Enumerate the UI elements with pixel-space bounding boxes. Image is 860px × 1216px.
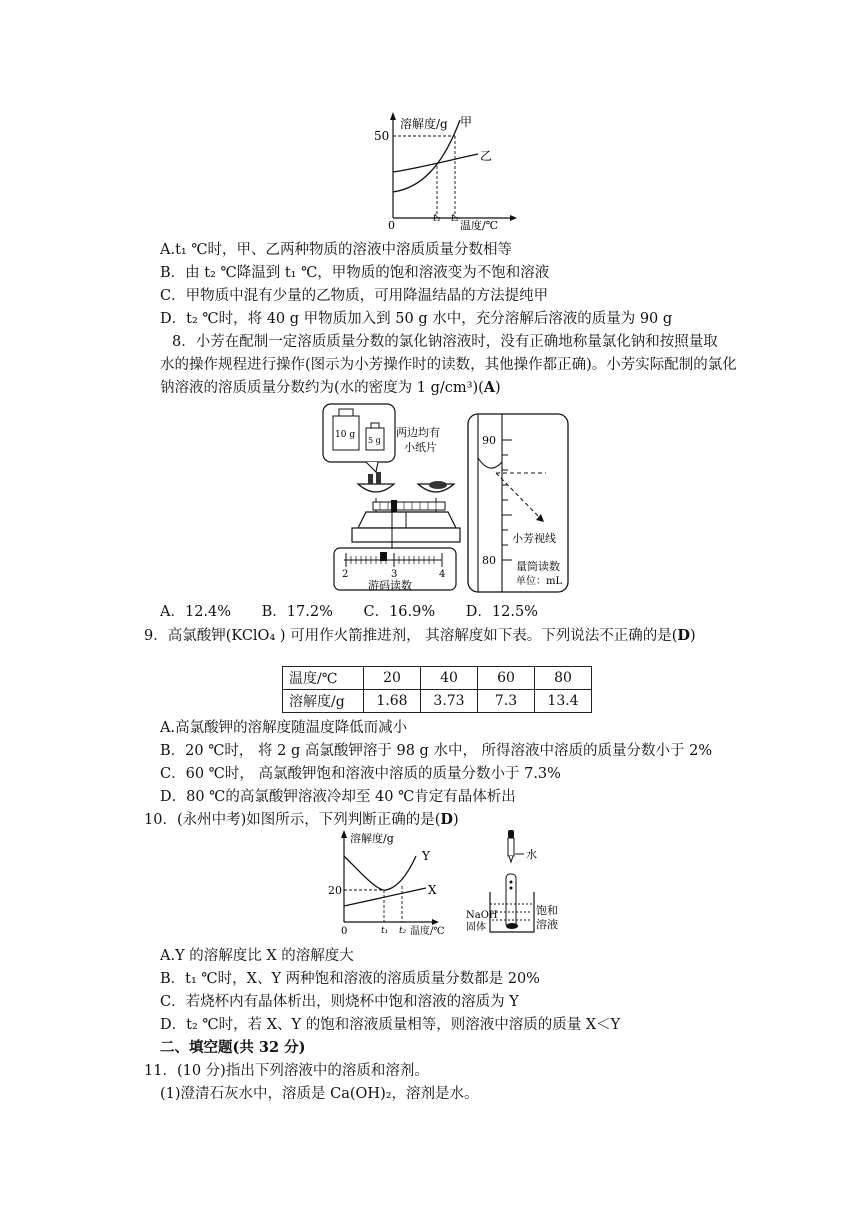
cylinder-80: 80	[482, 554, 496, 567]
rider-tick-2: 2	[342, 569, 349, 580]
balance-cylinder-figure	[318, 400, 574, 596]
q9-option-d: D．80 ℃的高氯酸钾溶液冷却至 40 ℃肯定有晶体析出	[160, 789, 516, 805]
q8-option-c: C．16.9%	[363, 604, 436, 620]
q10-stem-close: )	[453, 812, 459, 828]
q9-option-b: B．20 ℃时， 将 2 g 高氯酸钾溶于 98 g 水中， 所得溶液中溶质的质量分数小于 2%	[160, 743, 713, 759]
q10-stem-text: 10．(永州中考)如图所示，下列判断正确的是(	[144, 812, 441, 828]
q9-stem-text: 9．高氯酸钾(KClO₄ ) 可用作火箭推进剂， 其溶解度如下表。下列说法不正确的是(	[144, 628, 678, 644]
q8-stem-line2: 水的操作规程进行操作(图示为小芳操作时的读数，其他操作都正确)。小芳实际配制的氯化	[160, 357, 737, 373]
paper-note-1: 两边均有	[396, 426, 440, 439]
curve-yi	[393, 154, 478, 172]
section-title: 二、填空题(共 32 分)	[160, 1039, 306, 1056]
table-header-solubility: 溶解度/g	[283, 690, 364, 713]
chart2-t2: t₂	[399, 926, 407, 936]
chart1-ylabel: 溶解度/g	[400, 117, 448, 131]
q9-stem	[144, 626, 696, 646]
q8-option-a: A．12.4%	[160, 604, 232, 620]
table-cell: 1.68	[364, 690, 421, 713]
rider-tick-4: 4	[439, 569, 446, 580]
q7-option-d: D．t₂ ℃时，将 40 g 甲物质加入到 50 g 水中，充分溶解后溶液的质量为 90 g	[160, 311, 673, 327]
chart2-series-y: Y	[422, 849, 430, 863]
q8-stem-close: )	[495, 380, 501, 396]
table-cell: 3.73	[421, 690, 478, 713]
chart2-ylabel: 溶解度/g	[350, 832, 394, 845]
q9-option-a: A.高氯酸钾的溶解度随温度降低而减小	[160, 720, 408, 736]
q11-part1: (1)澄清石灰水中，溶质是 Ca(OH)₂，溶剂是水。	[160, 1086, 479, 1102]
table-cell: 20	[364, 667, 421, 690]
chart1-xlabel: 温度/℃	[460, 219, 499, 232]
water-label: 水	[526, 848, 537, 861]
chart2-series-x: X	[428, 883, 437, 897]
weight-10g: 10 g	[335, 430, 356, 440]
rider-tick-3: 3	[391, 569, 398, 580]
q7-option-b: B．由 t₂ ℃降温到 t₁ ℃，甲物质的饱和溶液变为不饱和溶液	[160, 265, 550, 281]
cylinder-label-1: 量筒读数	[516, 560, 560, 573]
weight-5g: 5 g	[368, 436, 381, 445]
solubility-chart-2	[322, 828, 572, 940]
solubility-chart-1	[360, 108, 530, 234]
q9-option-c: C．60 ℃时， 高氯酸钾饱和溶液中溶质的质量分数小于 7.3%	[160, 766, 561, 782]
saturated-label-1: 饱和	[536, 904, 558, 917]
q10-option-b: B．t₁ ℃时，X、Y 两种饱和溶液的溶质质量分数都是 20%	[160, 971, 540, 987]
q9-answer: D	[677, 627, 690, 644]
table-cell: 13.4	[535, 690, 592, 713]
q8-options	[160, 602, 564, 622]
chart1-series-jia: 甲	[460, 115, 473, 129]
q8-option-d: D．12.5%	[465, 604, 538, 620]
q8-stem-text: 钠溶液的溶质质量分数约为(水的密度为 1 g/cm³)(	[160, 380, 484, 396]
q10-option-d: D．t₂ ℃时，若 X、Y 的饱和溶液质量相等，则溶液中溶质的质量 X＜Y	[160, 1017, 621, 1033]
rider-label: 游码读数	[368, 579, 412, 592]
q10-answer: D	[440, 811, 453, 828]
q9-stem-close: )	[689, 628, 696, 644]
table-header-temp: 温度/℃	[283, 667, 364, 690]
paper-note-2: 小纸片	[404, 441, 437, 454]
chart1-series-yi: 乙	[480, 149, 493, 163]
saturated-label-2: 溶液	[536, 918, 558, 931]
chart1-t2: t₂	[451, 213, 460, 224]
chart2-y20: 20	[328, 884, 342, 897]
table-cell: 40	[421, 667, 478, 690]
chart1-origin: 0	[388, 219, 395, 232]
solubility-table	[282, 666, 592, 713]
q8-option-b: B．17.2%	[261, 604, 333, 620]
q7-option-a: A.t₁ ℃时，甲、乙两种物质的溶液中溶质质量分数相等	[160, 242, 513, 258]
q10-stem	[144, 810, 459, 830]
cylinder-90: 90	[482, 434, 496, 447]
table-cell: 60	[478, 667, 535, 690]
q7-option-c: C．甲物质中混有少量的乙物质，可用降温结晶的方法提纯甲	[160, 288, 549, 304]
cylinder-label-2: 单位：mL	[516, 576, 563, 587]
q8-stem-line3	[160, 378, 501, 398]
q8-stem-line1: 8．小芳在配制一定溶质质量分数的氯化钠溶液时，没有正确地称量氯化钠和按照量取	[172, 334, 718, 350]
curve-y	[344, 856, 416, 890]
q10-option-a: A.Y 的溶解度比 X 的溶解度大	[160, 948, 354, 964]
chart2-xlabel: 温度/℃	[410, 926, 445, 937]
chart2-origin: 0	[341, 926, 348, 937]
naoh-label-1: NaOH	[466, 910, 498, 921]
chart2-t1: t₁	[381, 926, 389, 936]
q8-answer: A	[483, 379, 496, 396]
chart1-t1: t₁	[433, 213, 442, 224]
table-cell: 80	[535, 667, 592, 690]
table-row	[283, 690, 592, 713]
naoh-label-2: 固体	[466, 922, 486, 933]
table-row	[283, 667, 592, 690]
sight-line-label: 小芳视线	[512, 532, 556, 545]
chart1-y50: 50	[374, 129, 390, 143]
q10-option-c: C．若烧杯内有晶体析出，则烧杯中饱和溶液的溶质为 Y	[160, 994, 519, 1010]
table-cell: 7.3	[478, 690, 535, 713]
q11-stem: 11．(10 分)指出下列溶液中的溶质和溶剂。	[144, 1063, 429, 1079]
